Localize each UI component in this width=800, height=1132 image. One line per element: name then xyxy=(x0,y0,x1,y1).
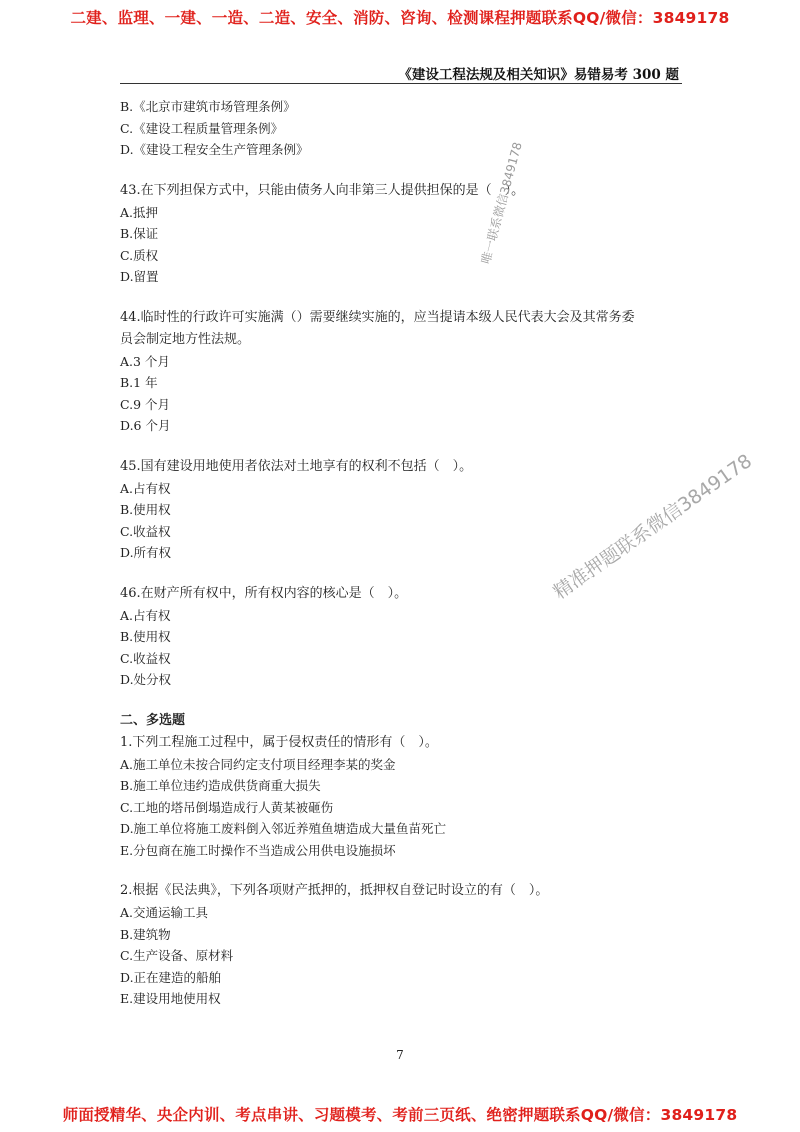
option-a: A.3 个月 xyxy=(120,353,170,369)
option-b: B.使用权 xyxy=(120,629,171,644)
option-b: B.保证 xyxy=(120,226,159,241)
option-c: C.《建设工程质量管理条例》 xyxy=(120,120,284,136)
question-stem: 45.国有建设用地使用者依法对土地享有的权利不包括（ ）。 xyxy=(120,458,473,474)
watermark-large: 精准押题联系微信3849178 xyxy=(549,449,757,604)
option-d: D.《建设工程安全生产管理条例》 xyxy=(120,142,309,157)
page-number: 7 xyxy=(396,1048,404,1062)
question-stem: 46.在财产所有权中，所有权内容的核心是（ ）。 xyxy=(120,585,408,601)
option-a: A.占有权 xyxy=(120,607,171,623)
option-b: B.建筑物 xyxy=(120,926,171,942)
option-b: B.施工单位违约造成供货商重大损失 xyxy=(120,778,321,793)
option-b: B.《北京市建筑市场管理条例》 xyxy=(120,99,296,114)
page-header-title: 《建设工程法规及相关知识》易错易考 300 题 xyxy=(398,67,679,83)
option-c: C.收益权 xyxy=(120,523,171,539)
option-c: C.工地的塔吊倒塌造成行人黄某被砸伤 xyxy=(120,799,334,815)
option-e: E.分包商在施工时操作不当造成公用供电设施损坏 xyxy=(120,842,396,858)
top-promo-banner: 二建、监理、一建、一造、二造、安全、消防、咨询、检测课程押题联系QQ/微信：3849178 xyxy=(70,9,730,27)
option-c: C.生产设备、原材料 xyxy=(120,948,234,963)
multi-question-2 xyxy=(120,880,690,1010)
option-c: C.收益权 xyxy=(120,650,171,666)
question-stem-line2: 员会制定地方性法规。 xyxy=(120,331,251,347)
option-a: A.抵押 xyxy=(120,204,159,220)
option-d: D.处分权 xyxy=(120,672,172,687)
option-a: A.交通运输工具 xyxy=(120,905,209,920)
bottom-promo-banner: 师面授精华、央企内训、考点串讲、习题模考、考前三页纸、绝密押题联系QQ/微信：3849178 xyxy=(62,1106,738,1124)
option-a: A.施工单位未按合同约定支付项目经理李某的奖金 xyxy=(120,756,396,772)
option-d: D.正在建造的船舶 xyxy=(120,969,222,985)
header-divider xyxy=(120,83,682,84)
option-d: D.6 个月 xyxy=(120,418,171,433)
option-c: C.质权 xyxy=(120,247,159,263)
question-46 xyxy=(120,583,690,691)
multi-question-1 xyxy=(120,732,690,862)
option-d: D.留置 xyxy=(120,269,159,284)
watermark-small: 唯一联系微信3849178 xyxy=(478,140,525,266)
section-title-multiple-choice: 二、多选题 xyxy=(120,712,186,728)
option-c: C.9 个月 xyxy=(120,396,171,412)
option-e: E.建设用地使用权 xyxy=(120,991,221,1006)
carryover-options xyxy=(120,96,690,161)
option-b: B.使用权 xyxy=(120,502,171,517)
option-b: B.1 年 xyxy=(120,375,158,390)
question-44 xyxy=(120,307,690,437)
question-stem: 2.根据《民法典》，下列各项财产抵押的，抵押权自登记时设立的有（ ）。 xyxy=(120,883,549,898)
question-43 xyxy=(120,180,690,288)
question-stem: 43.在下列担保方式中，只能由债务人向非第三人提供担保的是（ ）。 xyxy=(120,182,525,198)
option-d: D.施工单位将施工废料倒入邻近养殖鱼塘造成大量鱼苗死亡 xyxy=(120,821,447,836)
option-d: D.所有权 xyxy=(120,545,172,560)
question-stem-line1: 44.临时性的行政许可实施满（）需要继续实施的，应当提请本级人民代表大会及其常务委 xyxy=(120,309,635,325)
question-stem: 1.下列工程施工过程中，属于侵权责任的情形有（ ）。 xyxy=(120,734,438,750)
option-a: A.占有权 xyxy=(120,480,171,496)
